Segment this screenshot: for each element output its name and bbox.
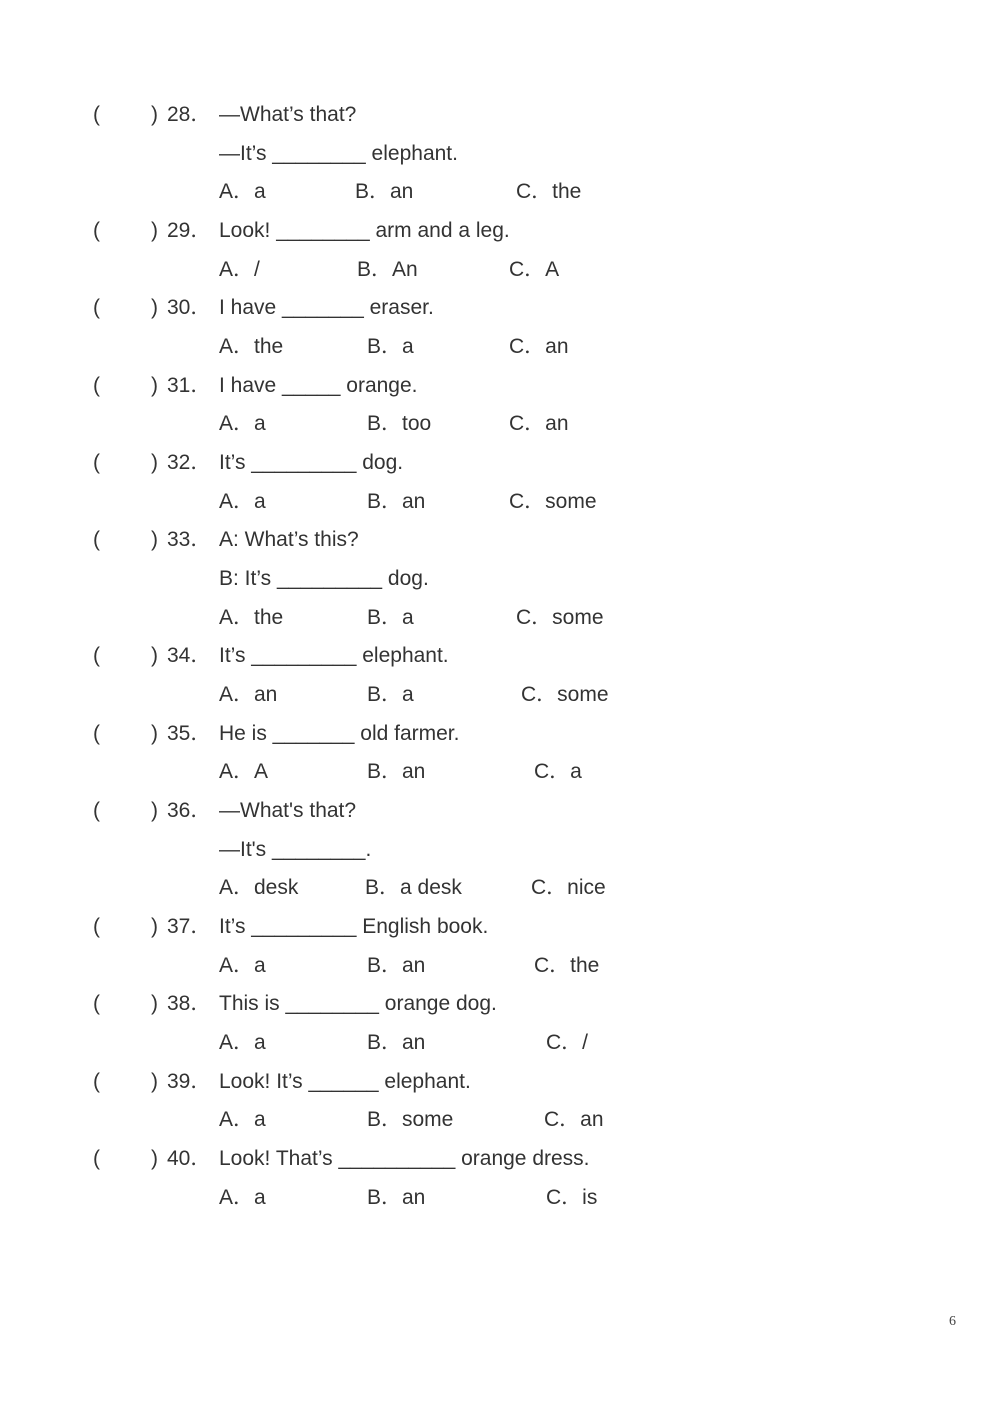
question-number: 33． — [167, 528, 212, 551]
answer-option: B．a desk — [365, 876, 462, 899]
answer-option: A．desk — [219, 876, 299, 899]
answer-option: A．the — [219, 606, 284, 629]
question-text: Look! It’s ______ elephant. — [219, 1070, 471, 1093]
answer-option: A．a — [219, 412, 266, 435]
answer-option: C．an — [509, 335, 569, 358]
answer-paren-close: ) — [151, 296, 158, 319]
answer-option: B．some — [367, 1108, 454, 1131]
answer-option: C．is — [546, 1186, 598, 1209]
answer-paren-close: ) — [151, 1147, 158, 1170]
question-text: A: What’s this? — [219, 528, 359, 551]
answer-option: A．a — [219, 180, 266, 203]
page-number: 6 — [949, 1314, 956, 1329]
question-text: It’s _________ English book. — [219, 915, 489, 938]
answer-paren-close: ) — [151, 799, 158, 822]
question-text: Look! That’s __________ orange dress. — [219, 1147, 590, 1170]
question-text: —It’s ________ elephant. — [219, 142, 458, 165]
answer-option: B．an — [367, 954, 426, 977]
question-number: 37． — [167, 915, 212, 938]
question-number: 32． — [167, 451, 212, 474]
answer-option: A．an — [219, 683, 278, 706]
answer-option: C．the — [534, 954, 600, 977]
answer-option: C．an — [544, 1108, 604, 1131]
answer-paren-open: ( — [93, 1070, 100, 1093]
question-text: B: It’s _________ dog. — [219, 567, 429, 590]
answer-paren-close: ) — [151, 374, 158, 397]
answer-option: B．a — [367, 683, 414, 706]
answer-option: C．the — [516, 180, 582, 203]
question-text: I have _______ eraser. — [219, 296, 434, 319]
question-text: It’s _________ dog. — [219, 451, 404, 474]
answer-option: C．an — [509, 412, 569, 435]
question-number: 28． — [167, 103, 212, 126]
answer-option: B．a — [367, 335, 414, 358]
answer-paren-close: ) — [151, 528, 158, 551]
answer-option: A．A — [219, 760, 269, 783]
answer-paren-open: ( — [93, 644, 100, 667]
answer-paren-open: ( — [93, 296, 100, 319]
answer-option: B．a — [367, 606, 414, 629]
answer-option: C．nice — [531, 876, 606, 899]
question-text: I have _____ orange. — [219, 374, 418, 397]
answer-option: A．a — [219, 490, 266, 513]
answer-option: C．some — [521, 683, 609, 706]
question-text: —What's that? — [219, 799, 357, 822]
answer-option: B．an — [355, 180, 414, 203]
answer-option: A．a — [219, 954, 266, 977]
answer-paren-close: ) — [151, 915, 158, 938]
question-number: 31． — [167, 374, 212, 397]
answer-paren-close: ) — [151, 103, 158, 126]
answer-paren-open: ( — [93, 103, 100, 126]
question-number: 40． — [167, 1147, 212, 1170]
answer-paren-open: ( — [93, 451, 100, 474]
answer-paren-close: ) — [151, 992, 158, 1015]
answer-paren-close: ) — [151, 722, 158, 745]
question-number: 29． — [167, 219, 212, 242]
answer-paren-close: ) — [151, 219, 158, 242]
question-text: Look! ________ arm and a leg. — [219, 219, 510, 242]
answer-option: C．/ — [546, 1031, 588, 1054]
question-text: —What’s that? — [219, 103, 357, 126]
question-text: This is ________ orange dog. — [219, 992, 497, 1015]
answer-option: A．/ — [219, 258, 260, 281]
answer-paren-open: ( — [93, 374, 100, 397]
question-number: 30． — [167, 296, 212, 319]
answer-option: B．an — [367, 490, 426, 513]
answer-option: C．a — [534, 760, 582, 783]
question-text: It’s _________ elephant. — [219, 644, 449, 667]
answer-paren-open: ( — [93, 219, 100, 242]
answer-option: A．the — [219, 335, 284, 358]
question-number: 35． — [167, 722, 212, 745]
answer-option: B．an — [367, 760, 426, 783]
answer-option: C．some — [509, 490, 597, 513]
question-number: 36． — [167, 799, 212, 822]
answer-option: A．a — [219, 1108, 266, 1131]
question-number: 38． — [167, 992, 212, 1015]
answer-option: A．a — [219, 1031, 266, 1054]
answer-paren-open: ( — [93, 799, 100, 822]
answer-paren-open: ( — [93, 722, 100, 745]
answer-paren-open: ( — [93, 915, 100, 938]
answer-paren-close: ) — [151, 451, 158, 474]
answer-option: C．some — [516, 606, 604, 629]
answer-paren-open: ( — [93, 992, 100, 1015]
answer-option: A．a — [219, 1186, 266, 1209]
answer-paren-open: ( — [93, 1147, 100, 1170]
answer-paren-close: ) — [151, 644, 158, 667]
answer-option: B．an — [367, 1186, 426, 1209]
question-number: 39． — [167, 1070, 212, 1093]
answer-paren-open: ( — [93, 528, 100, 551]
question-text: He is _______ old farmer. — [219, 722, 460, 745]
question-text: —It's ________. — [219, 838, 372, 861]
answer-option: B．too — [367, 412, 432, 435]
answer-option: B．An — [357, 258, 418, 281]
answer-paren-close: ) — [151, 1070, 158, 1093]
answer-option: B．an — [367, 1031, 426, 1054]
answer-option: C．A — [509, 258, 560, 281]
question-number: 34． — [167, 644, 212, 667]
